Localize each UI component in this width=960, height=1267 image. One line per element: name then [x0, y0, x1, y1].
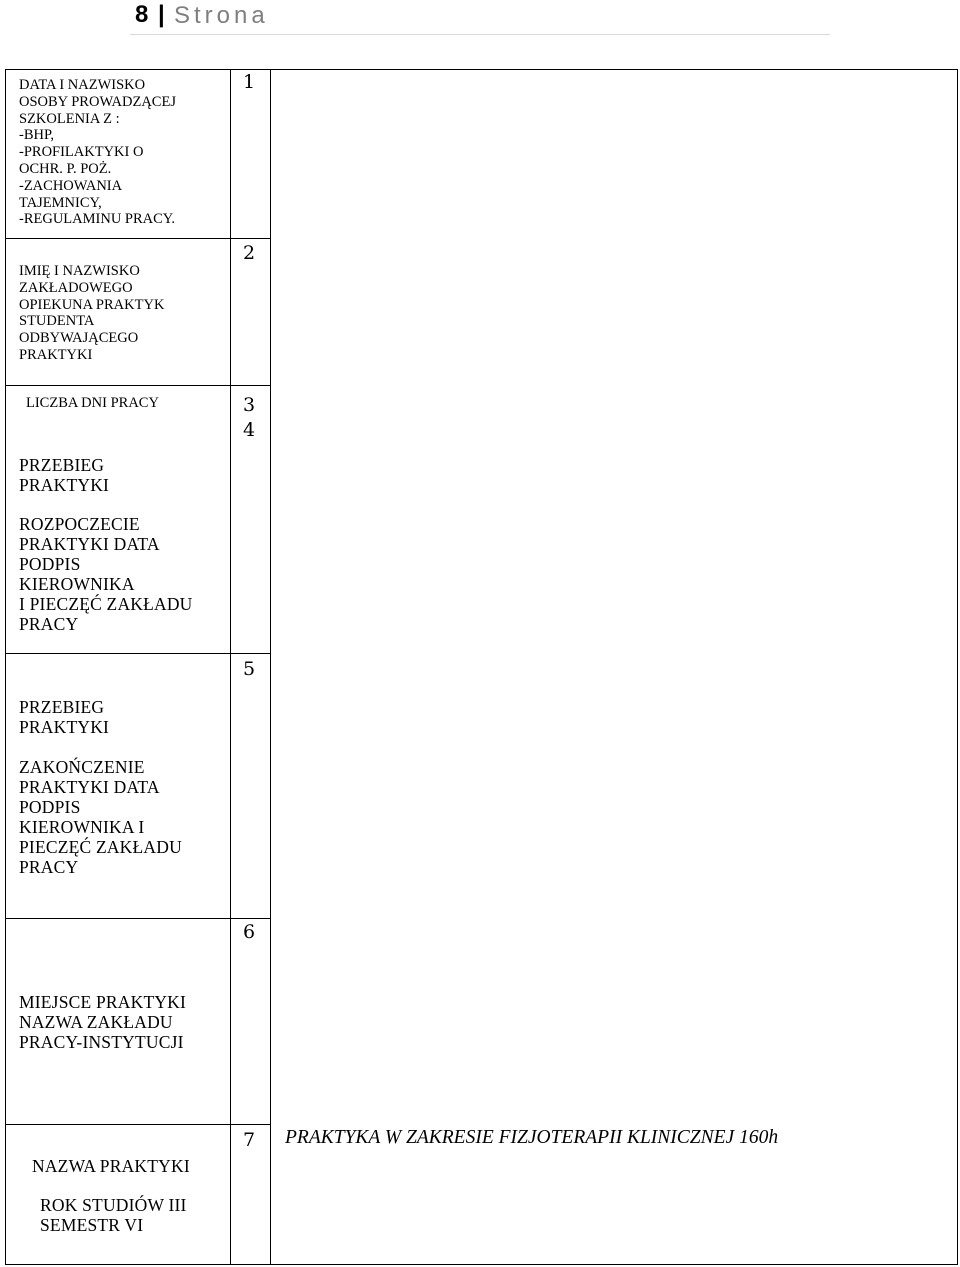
table-border-top: [5, 69, 958, 70]
column-divider-1: [230, 69, 231, 1265]
table-border-left: [5, 69, 6, 1265]
column-divider-2: [270, 69, 271, 1265]
internship-course-label: PRZEBIEG PRAKTYKI: [19, 455, 110, 495]
work-days-label: LICZBA DNI PRACY: [26, 395, 159, 411]
row-divider-1: [5, 238, 271, 239]
row-divider-2: [5, 385, 271, 386]
row-number-3: 3: [243, 394, 256, 416]
internship-course-label-2: PRZEBIEG PRAKTYKI: [19, 697, 110, 737]
page-header: [130, 0, 830, 35]
table-border-right: [957, 69, 958, 1265]
row-number-4: 4: [243, 419, 256, 441]
row-number-5: 5: [243, 658, 256, 680]
trainer-name-label: DATA I NAZWISKO OSOBY PROWADZĄCEJ SZKOLENIA Z : -BHP, -PROFILAKTYKI O OCHR. P. POŻ. -ZACHOWANIA TAJEMNICY, -REGULAMINU PRACY.: [19, 77, 176, 228]
row-number-6: 6: [243, 921, 256, 943]
table-border-bottom: [5, 1264, 958, 1265]
page-separator: |: [158, 1, 165, 28]
internship-form-table: [5, 69, 958, 1265]
internship-name-value: PRAKTYKA W ZAKRESIE FIZJOTERAPII KLINICZNEJ 160h: [285, 1127, 779, 1148]
internship-end-label: ZAKOŃCZENIE PRAKTYKI DATA PODPIS KIEROWNIKA I PIECZĘĆ ZAKŁADU PRACY: [19, 757, 182, 877]
row-divider-6: [5, 1124, 271, 1125]
row-number-1: 1: [243, 71, 256, 93]
row-number-7: 7: [243, 1129, 256, 1151]
workplace-label: MIEJSCE PRAKTYKI NAZWA ZAKŁADU PRACY-INSTYTUCJI: [19, 992, 187, 1052]
row-divider-5: [5, 918, 271, 919]
row-number-2: 2: [243, 242, 256, 264]
page-number: 8: [135, 1, 149, 28]
study-year-semester-label: ROK STUDIÓW III SEMESTR VI: [40, 1195, 187, 1235]
page-label: Strona: [174, 2, 269, 29]
supervisor-name-label: IMIĘ I NAZWISKO ZAKŁADOWEGO OPIEKUNA PRAKTYK STUDENTA ODBYWAJĄCEGO PRAKTYKI: [19, 263, 165, 363]
row-divider-4: [5, 653, 271, 654]
internship-start-label: ROZPOCZECIE PRAKTYKI DATA PODPIS KIEROWNIKA I PIECZĘĆ ZAKŁADU PRACY: [19, 514, 193, 634]
internship-name-label: NAZWA PRAKTYKI: [32, 1156, 190, 1176]
